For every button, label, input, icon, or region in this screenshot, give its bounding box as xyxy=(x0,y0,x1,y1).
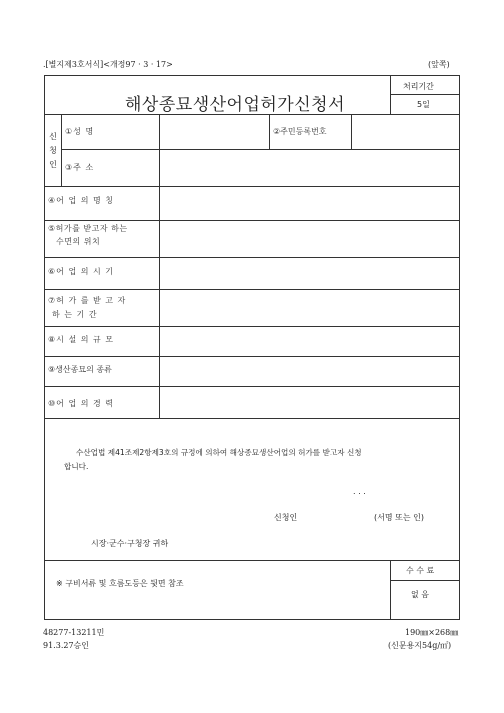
permit-period-label: ⑦허 가 를 받 고 자 xyxy=(48,296,127,305)
divider xyxy=(45,418,460,419)
facility-scale-label: ⑧시 설 의 규 모 xyxy=(48,335,114,344)
date-line: . . . xyxy=(353,487,366,496)
fishing-career-field[interactable] xyxy=(161,388,458,416)
divider xyxy=(61,114,62,186)
approval-date: 91.3.27승인 xyxy=(43,641,89,650)
signature-or-seal-label: (서명 또는 인) xyxy=(374,513,424,522)
seedling-type-label: ⑨생산종묘의 종류 xyxy=(48,365,112,374)
divider xyxy=(61,149,460,150)
form-title: 해상종묘생산어업허가신청서 xyxy=(125,95,345,115)
divider xyxy=(45,257,460,258)
water-location-field[interactable] xyxy=(161,222,458,255)
page-side-label: (앞쪽) xyxy=(428,60,450,69)
divider xyxy=(45,114,460,115)
name-label: ①성 명 xyxy=(65,127,95,136)
divider xyxy=(45,560,460,561)
fee-value: 없 음 xyxy=(411,590,429,599)
fishing-career-label: ⑩어 업 의 경 력 xyxy=(48,399,114,408)
divider xyxy=(390,94,460,95)
paper-type: (신문용지54g/㎡) xyxy=(388,641,452,650)
fishing-season-field[interactable] xyxy=(161,259,458,287)
fishery-name-label: ④어 업 의 명 칭 xyxy=(48,196,114,205)
applicant-group-label: 신 청 인 xyxy=(49,132,57,169)
divider xyxy=(45,356,460,357)
application-form xyxy=(44,75,460,620)
divider xyxy=(45,386,460,387)
fee-label: 수 수 료 xyxy=(406,566,435,575)
applicant-signature-label: 신청인 xyxy=(274,513,298,522)
divider xyxy=(45,289,460,290)
statement-text-line2: 합니다. xyxy=(64,462,89,471)
processing-period-value: 5일 xyxy=(417,100,430,109)
required-documents-note: ※ 구비서류 및 흐름도등은 뒷면 참조 xyxy=(56,579,184,588)
statement-text: 수산업법 제41조제2항제3호의 규정에 의하여 해상종묘생산어업의 허가를 받고자 신청 xyxy=(76,448,362,457)
fishery-name-field[interactable] xyxy=(161,188,458,218)
form-code: 48277-13211민 xyxy=(43,628,105,637)
divider xyxy=(390,560,391,620)
divider xyxy=(45,220,460,221)
divider xyxy=(45,326,460,327)
water-location-label: ⑤허가를 받고자 하는 xyxy=(48,224,128,233)
facility-scale-field[interactable] xyxy=(161,328,458,354)
divider xyxy=(351,114,352,149)
divider xyxy=(45,186,460,187)
permit-period-label-line2: 하 는 기 간 xyxy=(52,310,98,319)
divider xyxy=(269,114,270,149)
water-location-label-line2: 수면의 위치 xyxy=(56,237,101,246)
resident-number-label: ②주민등록번호 xyxy=(273,127,327,136)
processing-period-label: 처리기간 xyxy=(403,82,434,91)
divider xyxy=(390,76,391,114)
fishing-season-label: ⑥어 업 의 시 기 xyxy=(48,267,114,276)
address-label: ③주 소 xyxy=(65,163,95,172)
permit-period-field[interactable] xyxy=(161,291,458,324)
divider xyxy=(390,580,460,581)
form-reference: .[별지제3호서식]<개정97 · 3 · 17> xyxy=(43,60,173,69)
name-field[interactable] xyxy=(161,116,266,149)
resident-number-field[interactable] xyxy=(353,116,458,149)
paper-size: 190㎜×268㎜ xyxy=(405,628,459,637)
seedling-type-field[interactable] xyxy=(161,358,458,384)
divider xyxy=(159,114,160,186)
address-field[interactable] xyxy=(161,151,458,184)
addressee-label: 시장·군수·구청장 귀하 xyxy=(91,539,169,548)
